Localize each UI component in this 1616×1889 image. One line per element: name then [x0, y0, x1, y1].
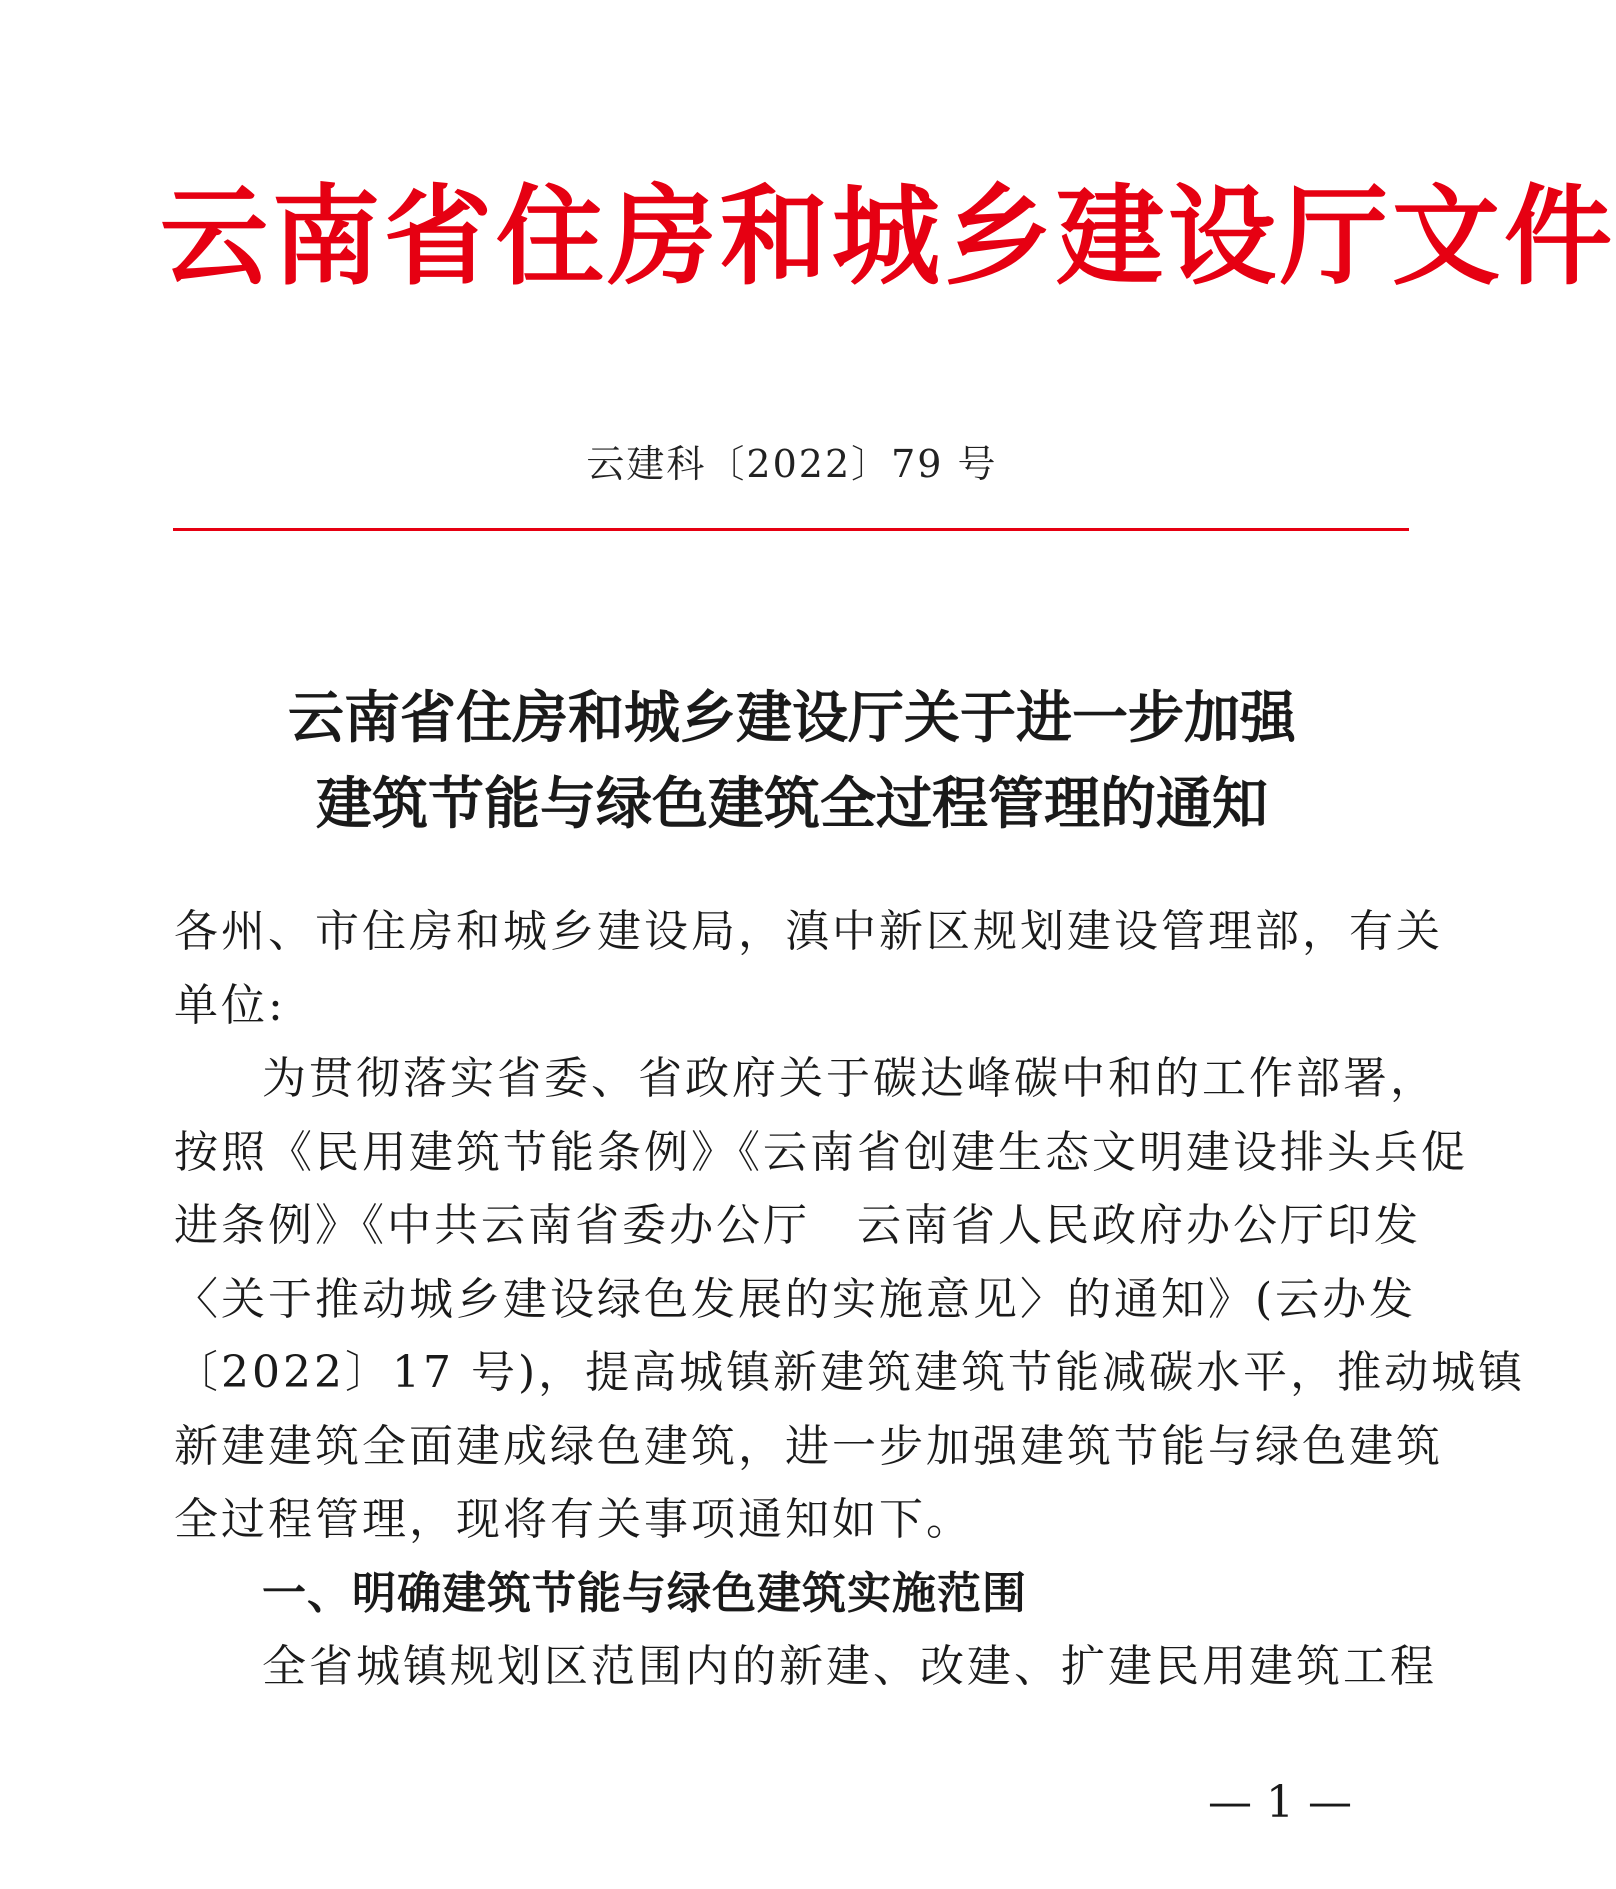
- addressee-line: 单位:: [174, 979, 286, 1031]
- addressee-line: 各州、市住房和城乡建设局，滇中新区规划建设管理部，有关: [174, 906, 1443, 957]
- masthead-title: 云南省住房和城乡建设厅文件: [160, 174, 1616, 300]
- section-heading: 一、明确建筑节能与绿色建筑实施范围: [262, 1567, 1027, 1619]
- body-line: 〈关于推动城乡建设绿色发展的实施意见〉的通知》(云办发: [174, 1273, 1417, 1325]
- document-body: [174, 895, 1526, 1704]
- body-line: 新建建筑全面建成绿色建筑，进一步加强建筑节能与绿色建筑: [174, 1420, 1443, 1472]
- body-line: 全过程管理，现将有关事项通知如下。: [174, 1494, 973, 1545]
- red-separator-line: [173, 528, 1409, 531]
- document-title: [172, 676, 1412, 848]
- body-line: 为贯彻落实省委、省政府关于碳达峰碳中和的工作部署，: [262, 1053, 1437, 1104]
- body-line: 进条例》《中共云南省委办公厅 云南省人民政府办公厅印发: [174, 1200, 1421, 1251]
- page-number: — 1 —: [1208, 1777, 1352, 1828]
- body-line: 〔2022〕17 号)，提高城镇新建筑建筑节能减碳水平，推动城镇: [174, 1347, 1526, 1398]
- document-number: 云建科〔2022〕79 号: [586, 442, 998, 486]
- body-line: 按照《民用建筑节能条例》《云南省创建生态文明建设排头兵促: [174, 1126, 1468, 1178]
- title-line: 建筑节能与绿色建筑全过程管理的通知: [316, 772, 1268, 837]
- body-line: 全省城镇规划区范围内的新建、改建、扩建民用建筑工程: [262, 1641, 1437, 1692]
- title-line: 云南省住房和城乡建设厅关于进一步加强: [288, 686, 1296, 751]
